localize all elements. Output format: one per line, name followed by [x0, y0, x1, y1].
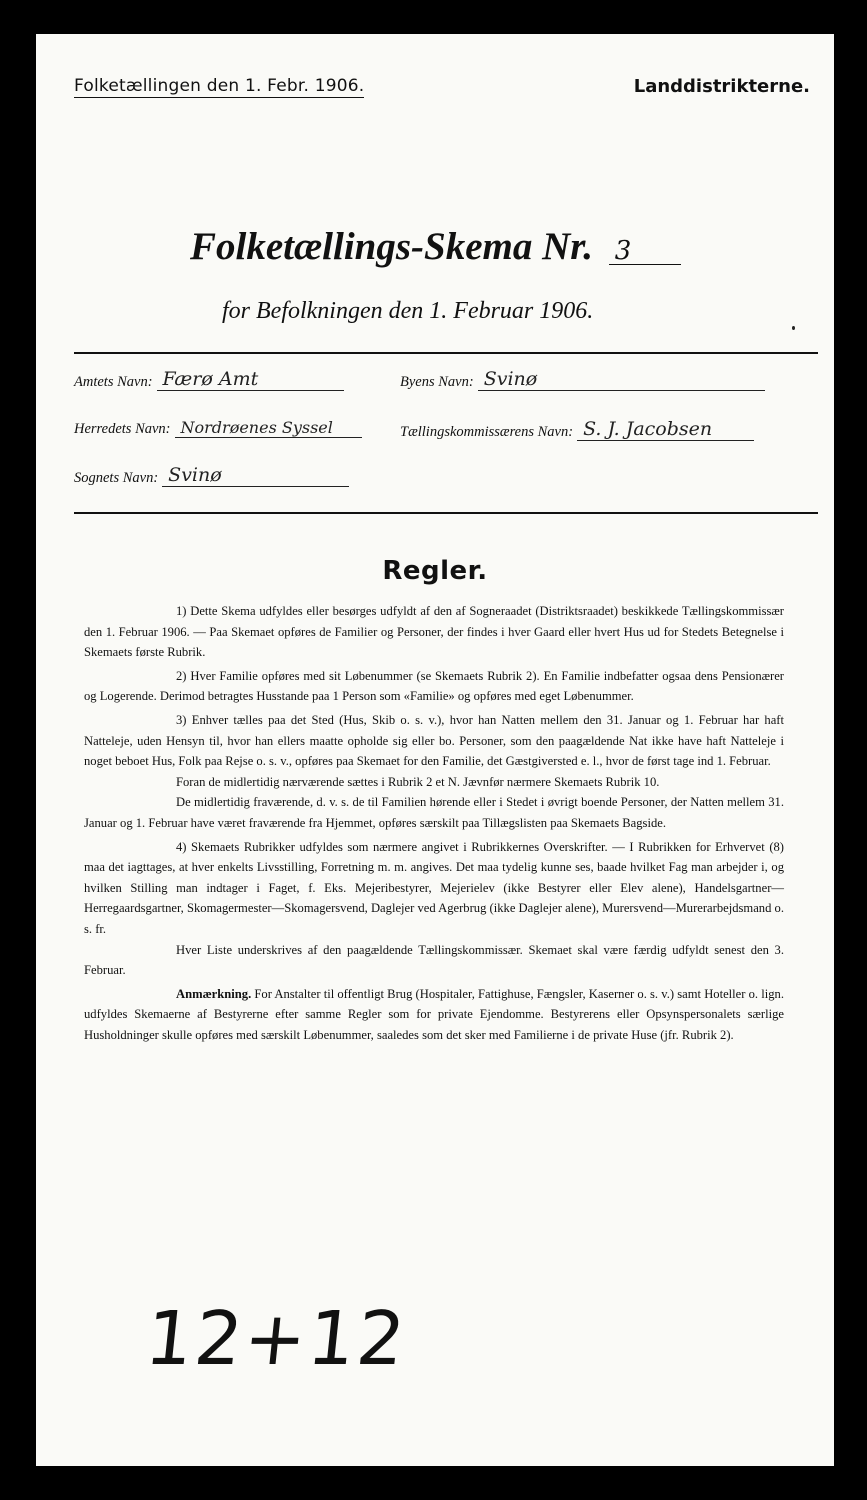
form-number: 3 — [609, 238, 681, 265]
field-kommissaer — [400, 420, 754, 441]
field-herred-value: Nordrøenes Syssel — [175, 420, 362, 438]
field-herred — [74, 420, 362, 438]
rule-paragraph: 1) Dette Skema udfyldes eller besørges udfyldt af den af Sogneraadet (Distriktsraadet) beskikkede Tællingskommissær den 1. Februar 1906. — Paa Skemaet opføres de Familier og Personer, der findes i hver Gaard eller hvert Hus ud for Stedets Betegnelse i Skemaets første Rubrik. — [84, 604, 784, 660]
rule-paragraph: De midlertidig fraværende, d. v. s. de til Familien hørende eller i Stedet i øvrigt boende Personer, der Natten mellem 31. Januar og 1. Februar have været fraværende fra Hjemmet, opføres særskilt paa Tillægslisten paa Skemaets Bagside. — [84, 795, 784, 830]
rule-paragraph: 3) Enhver tælles paa det Sted (Hus, Skib o. s. v.), hvor han Natten mellem den 31. Januar og 1. Februar har haft Natteleje, uden Hensyn til, hvor han ellers maatte opholde sig eller bo. Personer, som den paagældende Nat ikke have haft Natteleje i noget beboet Hus, Folk paa Rejse o. s. v., opføres paa Skemaet for den Familie, det Gæstgiversted e. l., hvor de først tage ind 1. Februar. — [84, 712, 784, 769]
field-amt-label: Amtets Navn: — [74, 374, 153, 390]
note-lead: Anmærkning. — [176, 986, 252, 1001]
rule-paragraph: 2) Hver Familie opføres med sit Løbenummer (se Skemaets Rubrik 2). En Familie indbefatter ogsaa dens Pensionærer og Logerende. Derimod betragtes Husstande paa 1 Person som «Familie» og opføres med eget Løbenummer. — [84, 668, 784, 704]
field-herred-label: Herredets Navn: — [74, 421, 171, 437]
field-kommissaer-label: Tællingskommissærens Navn: — [400, 424, 574, 440]
rule-paragraph: Foran de midlertidig nærværende sættes i Rubrik 2 et N. Jævnfør nærmere Skemaets Rubrik 10. — [176, 774, 660, 789]
rules-heading: Regler. — [382, 556, 488, 586]
census-header-left: Folketællingen den 1. Febr. 1906. — [74, 76, 365, 96]
divider-bottom — [74, 512, 818, 514]
field-by-label: Byens Navn: — [400, 374, 474, 390]
census-header-right: Landdistrikterne. — [633, 76, 810, 97]
field-sogn — [74, 466, 349, 487]
note-paragraph — [84, 984, 784, 1046]
field-by-value: Svinø — [478, 370, 765, 391]
divider-top — [74, 352, 818, 354]
form-title-text: Folketællings-Skema Nr. — [190, 225, 594, 268]
form-title — [190, 224, 681, 269]
rule-paragraph: Hver Liste underskrives af den paagældende Tællingskommissær. Skemaet skal være færdig udfyldt senest den 3. Februar. — [84, 942, 784, 978]
note-text: For Anstalter til offentligt Brug (Hospitaler, Fattighuse, Fængsler, Kaserner o. s. v.) samt Hoteller o. lign. udfyldes Skemaerne af Bestyrerne efter samme Regler som for private Ejendomme. Bestyrerens eller Opsynspersonalets særlige Husholdninger skulle opføres med særskilt Løbenummer, saaledes som det sker med Familierne i de private Huse (jfr. Rubrik 2). — [84, 986, 784, 1042]
field-amt — [74, 370, 344, 391]
form-subtitle: for Befolkningen den 1. Februar 1906. — [222, 298, 594, 324]
handwritten-count: 12+12 — [141, 1296, 411, 1382]
field-kommissaer-value: S. J. Jacobsen — [577, 420, 754, 441]
census-form-page — [36, 34, 834, 1466]
field-sogn-value: Svinø — [162, 466, 349, 487]
field-by — [400, 370, 765, 391]
field-amt-value: Færø Amt — [157, 370, 344, 391]
field-sogn-label: Sognets Navn: — [74, 470, 159, 486]
rules-body — [84, 601, 784, 1048]
paper-speck — [792, 326, 795, 330]
rule-paragraph: 4) Skemaets Rubrikker udfyldes som nærmere angivet i Rubrikkernes Overskrifter. — I Rubrikken for Erhvervet (8) maa det iagttages, at hver enkelts Livsstilling, Forretning m. m. angives. Det maa tydelig kunne ses, baade hvilket Fag man arbejder i, og hvilken Stilling man indtager i Faget, f. Eks. Mejeribestyrer, Mejerielev (ikke Bestyrer eller Elev alene), Handelsgartner—Herregaardsgartner, Skomagermester—Skomagersvend, Daglejer ved Agerbrug (ikke Daglejer alene), Murersvend—Murerarbejdsmand o. s. fr. — [84, 839, 784, 936]
